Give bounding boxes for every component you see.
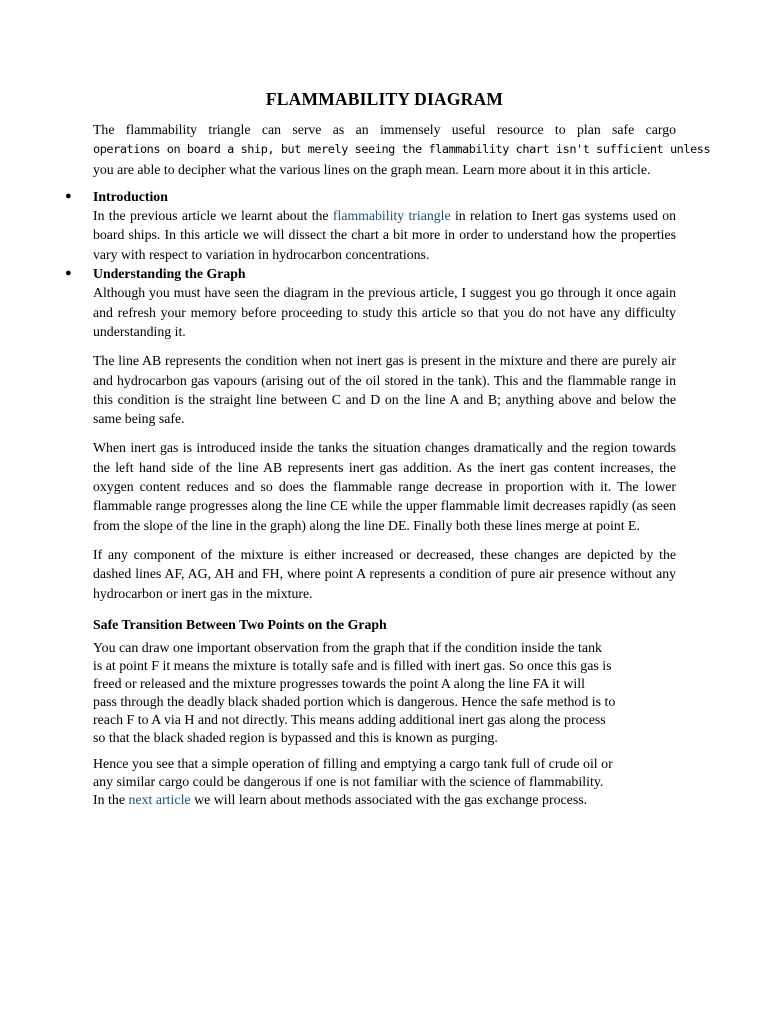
safe-line-5: reach F to A via H and not directly. This means adding additional inert gas along the process (93, 713, 606, 729)
intro-paragraph (93, 120, 711, 179)
intro-line-2-wrap (93, 139, 711, 159)
safe-line-2: is at point F it means the mixture is totally safe and is filled with inert gas. So once this gas is (93, 659, 612, 675)
safe-line-3: freed or released and the mixture progresses towards the point A along the line FA it will (93, 677, 585, 693)
closing-line-1: Hence you see that a simple operation of filling and emptying a cargo tank full of crude oil or (93, 757, 613, 773)
closing-line-2: any similar cargo could be dangerous if one is not familiar with the science of flammability. (93, 775, 604, 791)
section-heading-understanding-graph: Understanding the Graph (93, 266, 246, 282)
paragraph-line-ab: The line AB represents the condition when not inert gas is present in the mixture and there are purely air and hydrocarbon gas vapours (arising out of the oil stored in the tank). This and the flammable range in this condition is the straight line between C and D on the line A and B; anything above and below the same being safe. (93, 353, 676, 427)
closing-line-3 (93, 792, 676, 810)
closing-text-before-link: In the (93, 793, 129, 809)
section-understanding-graph (65, 264, 676, 341)
safe-transition-paragraph-2 (93, 756, 676, 810)
section-list (65, 187, 676, 341)
closing-text-after-link: we will learn about methods associated with the gas exchange process. (190, 793, 588, 809)
paragraph-dashed-lines: If any component of the mixture is either increased or decreased, these changes are depicted by the dashed lines AF, AG, AH and FH, where point A represents a condition of pure air presence without any hydrocarbon or inert gas in the mixture. (93, 546, 676, 601)
section-text-understanding-graph: Although you must have seen the diagram in the previous article, I suggest you go through it once again and refresh your memory before proceeding to study this article so that you do not have any difficulty understanding it. (93, 285, 676, 339)
section-introduction (65, 187, 676, 264)
safe-line-4: pass through the deadly black shaded portion which is dangerous. Hence the safe method is to (93, 695, 616, 711)
safe-line-6: so that the black shaded region is bypassed and this is known as purging. (93, 731, 498, 747)
next-article-link[interactable]: next article (128, 793, 191, 809)
paragraph-inert-gas: When inert gas is introduced inside the tanks the situation changes dramatically and the region towards the left hand side of the line AB represents inert gas addition. As the inert gas content increases, the oxygen content reduces and so does the flammable range decrease in proportion with it. The lower flammable range progresses along the line CE while the upper flammable limit decreases rapidly (as seen from the slope of the line in the graph) along the line DE. Finally both these lines merge at point E. (93, 440, 676, 533)
safe-transition-paragraph-1 (93, 640, 676, 748)
safe-transition-heading: Safe Transition Between Two Points on the Graph (93, 616, 387, 632)
intro-text-after-link: in relation to Inert gas systems used on board ships. In this article we will dissect the chart a bit more in order to understand how the properties vary with respect to variation in hydrocarbon concentrations. (93, 208, 676, 262)
intro-line-3: you are able to decipher what the various lines on the graph mean. Learn more about it in this article. (93, 161, 651, 177)
intro-line-1: The flammability triangle can serve as an immensely useful resource to plan safe cargo (93, 122, 676, 137)
section-heading-introduction: Introduction (93, 188, 168, 204)
section-text-introduction (93, 206, 676, 264)
intro-line-2: operations on board a ship, but merely seeing the flammability chart isn't sufficient unless (93, 142, 711, 157)
flammability-triangle-link[interactable]: flammability triangle (332, 208, 451, 224)
page-title: FLAMMABILITY DIAGRAM (265, 89, 504, 109)
safe-line-1: You can draw one important observation from the graph that if the condition inside the tank (93, 641, 602, 657)
bullet-icon: ● (65, 189, 72, 202)
bullet-icon: ● (65, 267, 72, 280)
intro-text-before-link: In the previous article we learnt about the (93, 208, 333, 224)
